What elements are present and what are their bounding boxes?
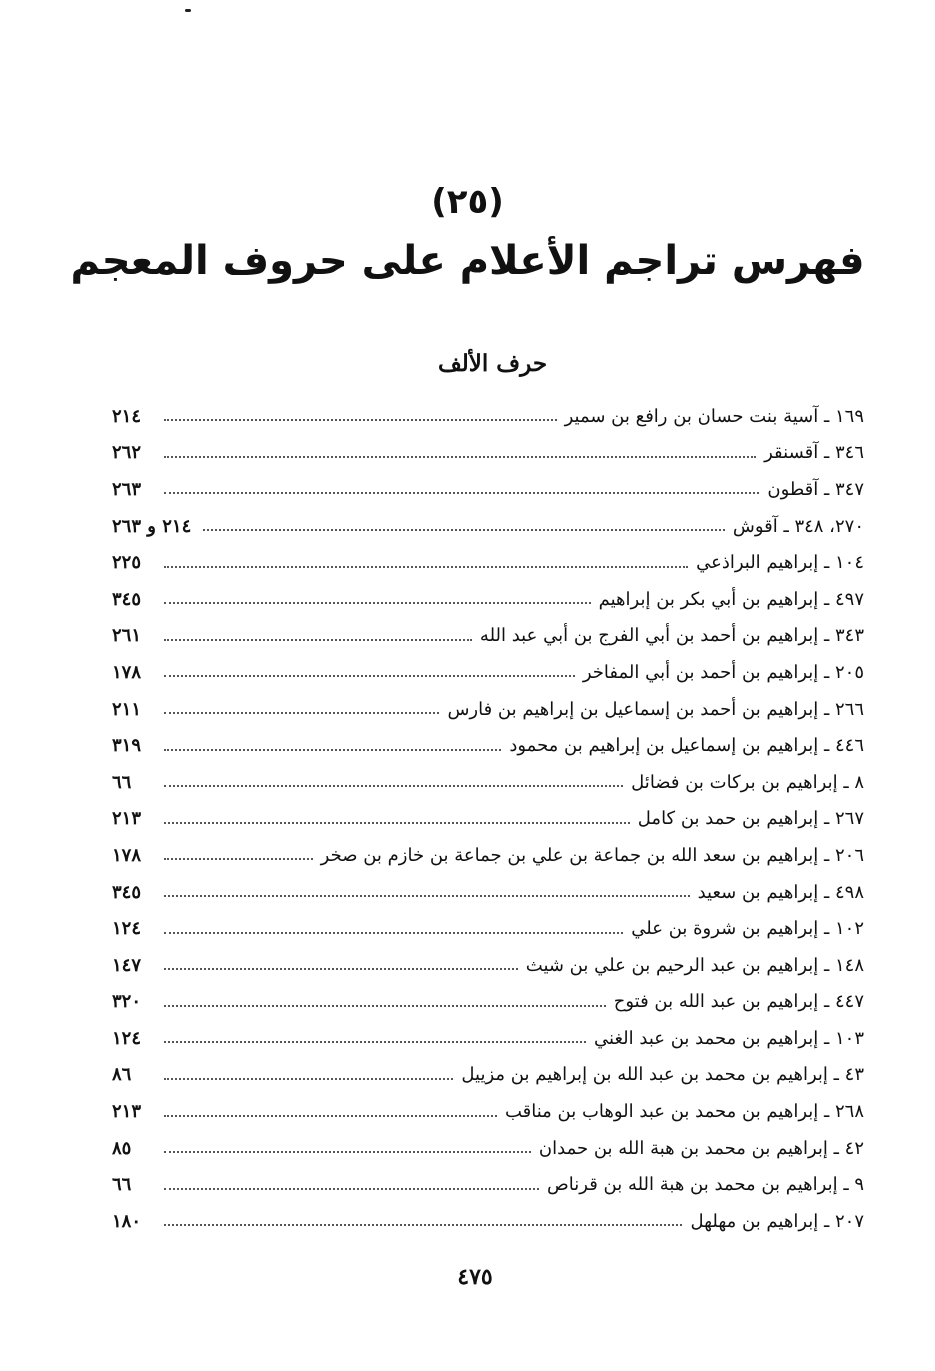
entry-pages: ١٢٤ xyxy=(112,1027,142,1049)
entry-pages: ١٧٨ xyxy=(112,661,142,683)
dot-leader xyxy=(164,822,630,824)
dot-leader xyxy=(164,968,518,970)
dot-leader xyxy=(164,1224,682,1226)
dot-leader xyxy=(164,1041,586,1043)
index-entry xyxy=(112,618,864,655)
index-entry xyxy=(112,654,864,691)
dot-leader xyxy=(164,1005,606,1007)
entry-pages: ٣٤٥ xyxy=(112,588,142,610)
index-entry xyxy=(112,508,864,545)
dot-leader xyxy=(164,566,688,568)
dot-leader xyxy=(164,492,759,494)
dot-leader xyxy=(164,602,591,604)
entry-pages: ٢٦١ xyxy=(112,625,142,647)
entry-pages: ١٢٤ xyxy=(112,918,142,940)
entry-pages: ٢١٤ و ٢٦٣ xyxy=(112,515,192,537)
entry-pages: ٢٦٢ xyxy=(112,442,142,464)
index-entry xyxy=(112,984,864,1021)
dot-leader xyxy=(164,1078,453,1080)
entry-pages: ٢١٤ xyxy=(112,405,142,427)
entry-pages: ٣٢٠ xyxy=(112,991,142,1013)
index-entry xyxy=(112,1166,864,1203)
entry-text: ٤٢ ـ إبراهيم بن محمد بن هبة الله بن حمدان xyxy=(538,1137,864,1159)
entry-pages: ٢١٣ xyxy=(112,808,142,830)
entry-text: ٣٤٧ ـ آقطون xyxy=(767,478,864,500)
section-heading: حرف الألف xyxy=(437,350,548,377)
entry-pages: ٨٥ xyxy=(112,1137,132,1159)
index-entry xyxy=(112,1093,864,1130)
entry-text: ٤٣ ـ إبراهيم بن محمد بن عبد الله بن إبراهيم بن مزييل xyxy=(461,1064,864,1086)
index-entry xyxy=(112,398,864,435)
dot-leader xyxy=(164,932,623,934)
index-entry xyxy=(112,1203,864,1240)
entry-pages: ١٨٠ xyxy=(112,1210,142,1232)
entry-text: ٣٤٦ ـ آقسنقر xyxy=(764,442,864,464)
entry-text: ٢٠٧ ـ إبراهيم بن مهلهل xyxy=(690,1210,864,1232)
entry-pages: ٢٢٥ xyxy=(112,552,142,574)
entry-pages: ٢٦٣ xyxy=(112,478,142,500)
entry-pages: ١٧٨ xyxy=(112,844,142,866)
entry-text: ٤٩٧ ـ إبراهيم بن أبي بكر بن إبراهيم xyxy=(598,588,864,610)
index-entry xyxy=(112,581,864,618)
entry-text: ٤٤٦ ـ إبراهيم بن إسماعيل بن إبراهيم بن محمود xyxy=(509,735,864,757)
index-entry xyxy=(112,691,864,728)
dot-leader xyxy=(164,895,690,897)
dot-leader xyxy=(164,419,557,421)
dot-leader xyxy=(164,785,623,787)
index-entry xyxy=(112,910,864,947)
chapter-number: (٢٥) xyxy=(431,182,504,222)
entry-pages: ٦٦ xyxy=(112,1174,132,1196)
entry-pages: ٣١٩ xyxy=(112,735,142,757)
index-entry xyxy=(112,1020,864,1057)
entry-text: ١٦٩ ـ آسية بنت حسان بن رافع بن سمير xyxy=(564,405,864,427)
entry-text: ٤٤٧ ـ إبراهيم بن عبد الله بن فتوح xyxy=(613,991,864,1013)
entry-text: ٢٦٧ ـ إبراهيم بن حمد بن كامل xyxy=(637,808,864,830)
dot-leader xyxy=(164,456,756,458)
entry-text: ٢٦٨ ـ إبراهيم بن محمد بن عبد الوهاب بن مناقب xyxy=(504,1101,864,1123)
entry-text: ١٠٣ ـ إبراهيم بن محمد بن عبد الغني xyxy=(594,1027,864,1049)
entry-pages: ٦٦ xyxy=(112,771,132,793)
entry-text: ٢٦٦ ـ إبراهيم بن أحمد بن إسماعيل بن إبراهيم بن فارس xyxy=(447,698,864,720)
entry-text: ٢٠٦ ـ إبراهيم بن سعد الله بن جماعة بن علي بن جماعة بن خازم بن صخر xyxy=(320,844,864,866)
dot-leader xyxy=(164,1188,539,1190)
entry-text: ٤٩٨ ـ إبراهيم بن سعيد xyxy=(697,881,864,903)
entry-text: ١٠٤ ـ إبراهيم البراذعي xyxy=(696,552,864,574)
index-entry xyxy=(112,874,864,911)
dot-leader xyxy=(164,749,501,751)
dot-leader xyxy=(164,712,439,714)
index-entry xyxy=(112,435,864,472)
dot-leader xyxy=(164,1115,497,1117)
page-number: ٤٧٥ xyxy=(457,1264,493,1290)
entry-text: ٨ ـ إبراهيم بن بركات بن فضائل xyxy=(631,771,864,793)
index-entries xyxy=(112,398,864,1240)
index-entry xyxy=(112,471,864,508)
dot-leader xyxy=(164,1151,531,1153)
dot-leader xyxy=(164,639,472,641)
entry-text: ١٠٢ ـ إبراهيم بن شروة بن علي xyxy=(631,918,864,940)
index-entry xyxy=(112,544,864,581)
index-entry xyxy=(112,764,864,801)
entry-pages: ٢١٣ xyxy=(112,1101,142,1123)
chapter-title: فهرس تراجم الأعلام على حروف المعجم xyxy=(70,238,865,284)
entry-pages: ٨٦ xyxy=(112,1064,132,1086)
entry-text: ٣٤٣ ـ إبراهيم بن أحمد بن أبي الفرج بن أبي عبد الله xyxy=(479,625,864,647)
entry-text: ٢٠٥ ـ إبراهيم بن أحمد بن أبي المفاخر xyxy=(582,661,864,683)
index-entry xyxy=(112,1130,864,1167)
index-entry xyxy=(112,947,864,984)
entry-pages: ٢١١ xyxy=(112,698,142,720)
index-entry xyxy=(112,727,864,764)
entry-pages: ٣٤٥ xyxy=(112,881,142,903)
entry-text: ٢٧٠، ٣٤٨ ـ آقوش xyxy=(732,515,864,537)
scan-speck xyxy=(185,9,191,12)
dot-leader xyxy=(203,529,725,531)
dot-leader xyxy=(164,858,313,860)
index-entry xyxy=(112,801,864,838)
index-entry xyxy=(112,1057,864,1094)
entry-text: ١٤٨ ـ إبراهيم بن عبد الرحيم بن علي بن شيث xyxy=(525,954,864,976)
entry-text: ٩ ـ إبراهيم بن محمد بن هبة الله بن قرناص xyxy=(547,1174,864,1196)
entry-pages: ١٤٧ xyxy=(112,954,142,976)
index-entry xyxy=(112,837,864,874)
dot-leader xyxy=(164,675,575,677)
